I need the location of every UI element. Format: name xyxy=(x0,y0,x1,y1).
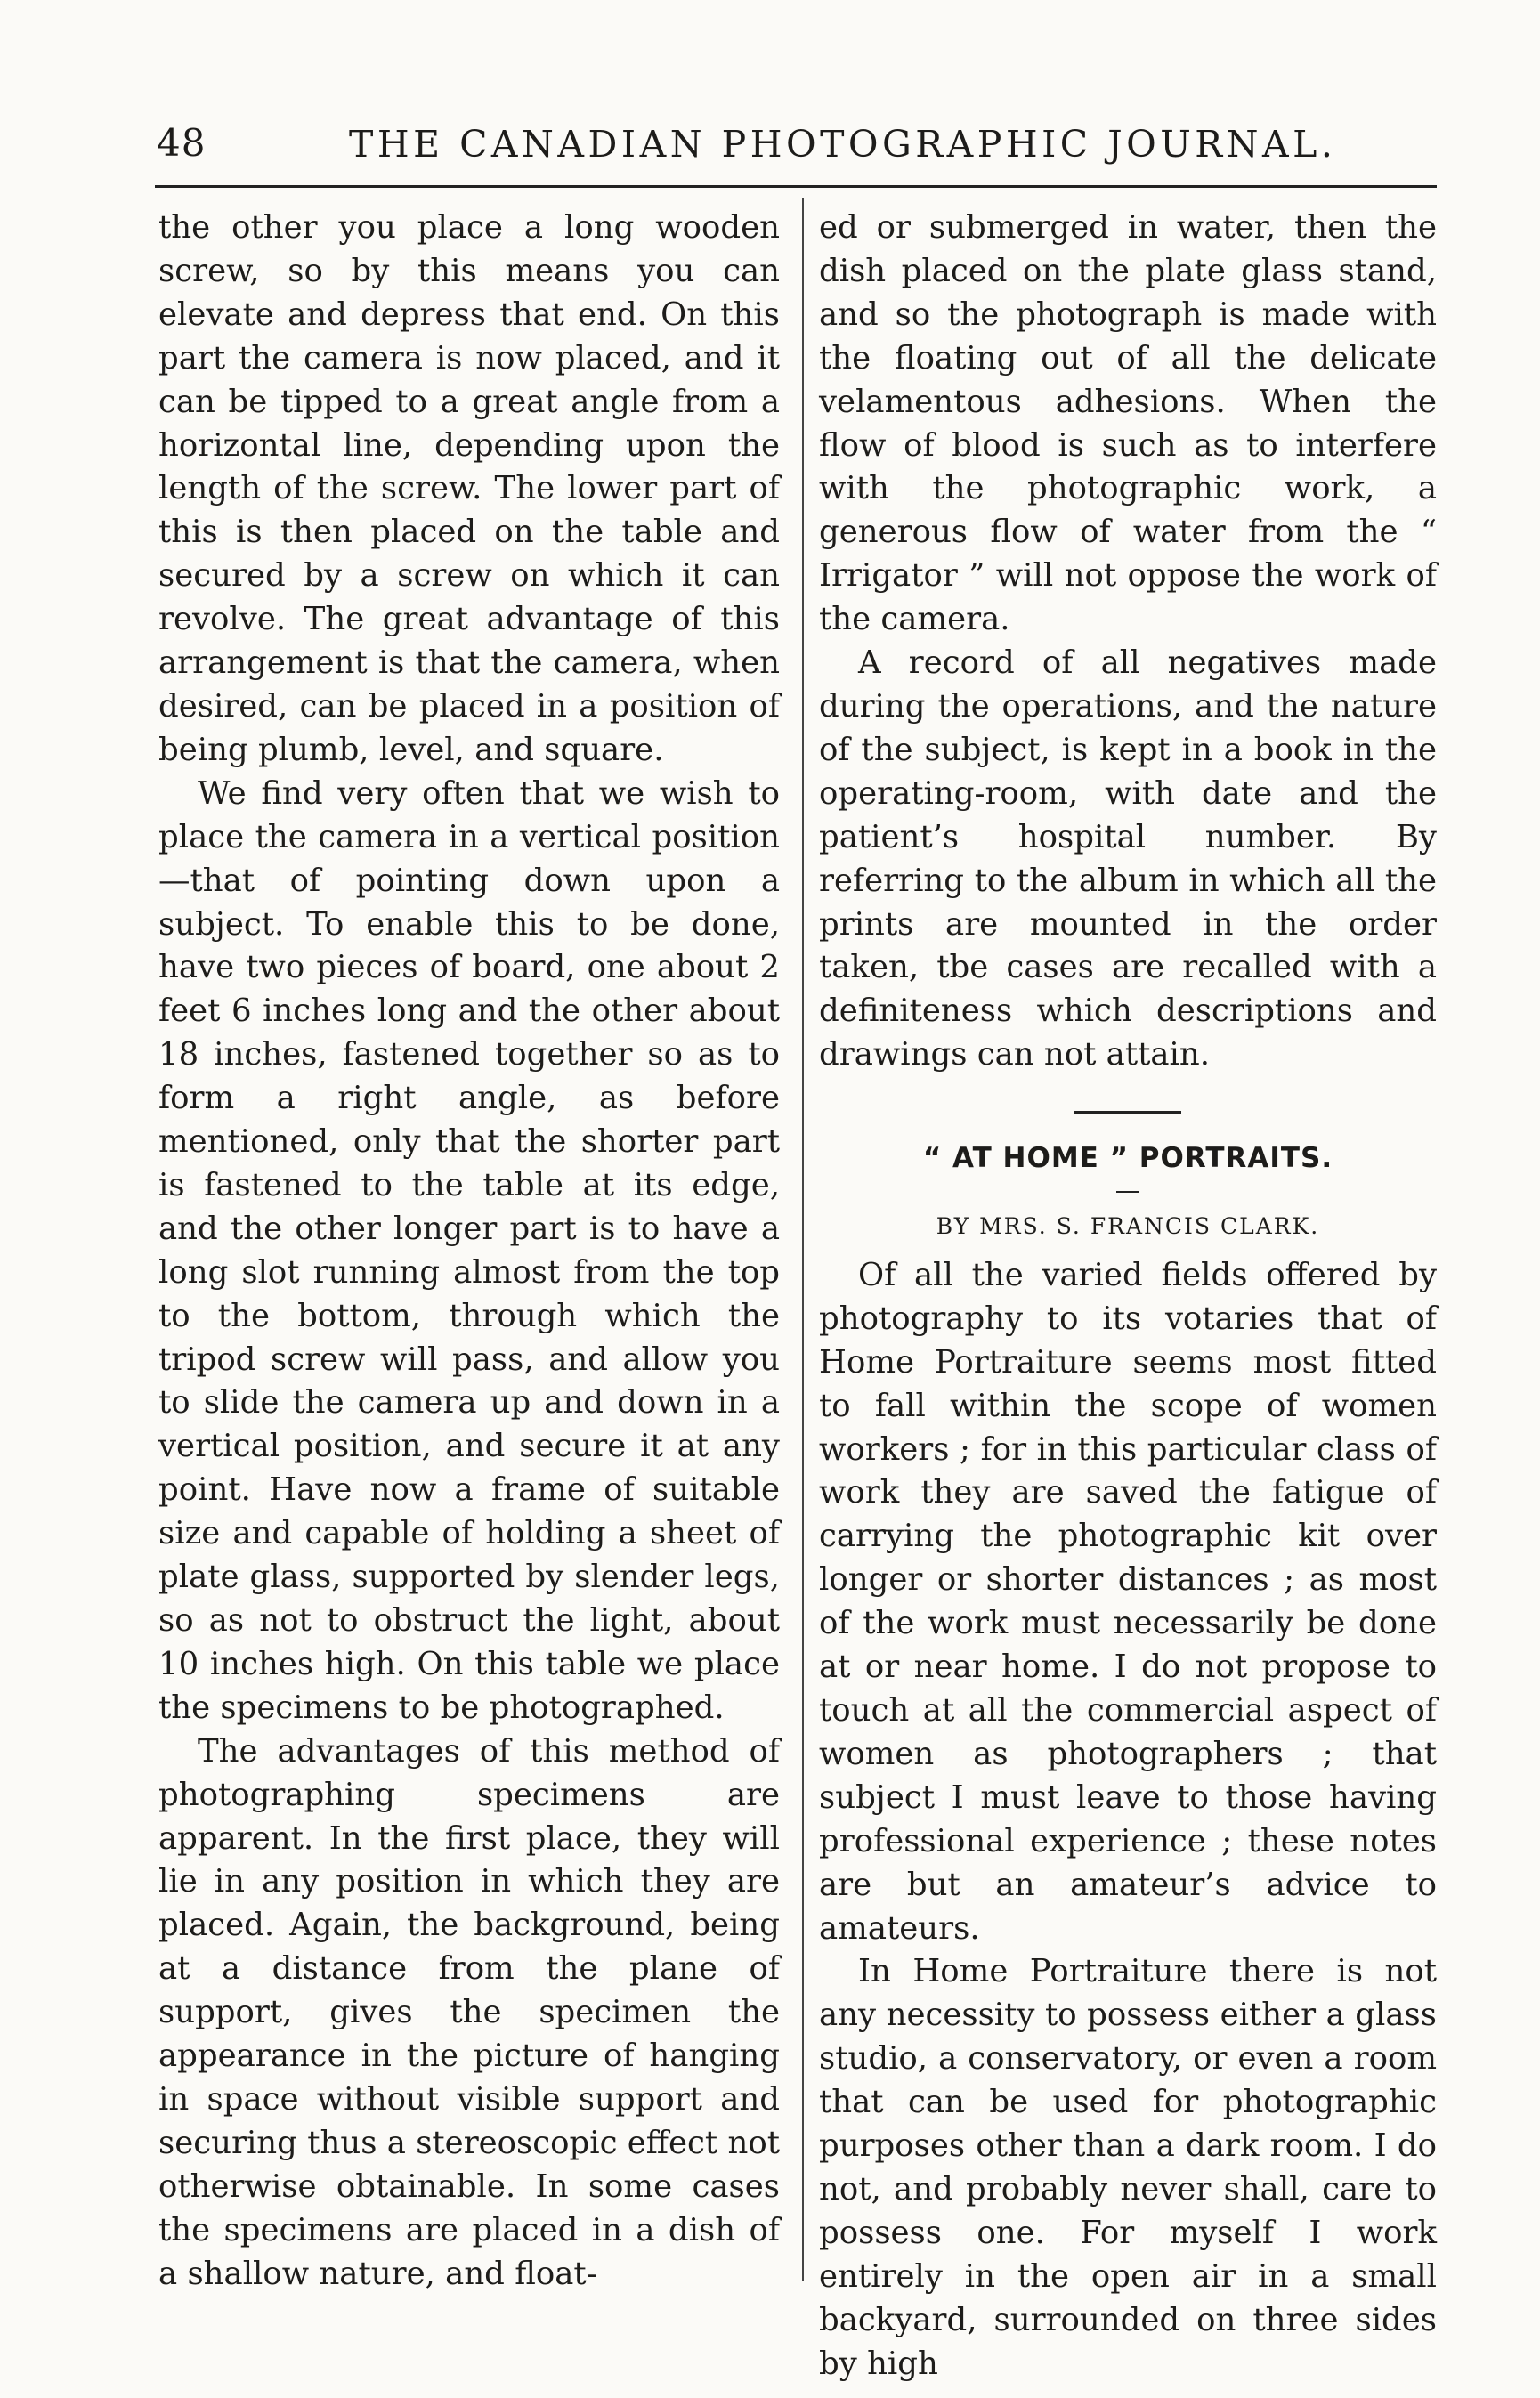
header-rule xyxy=(155,185,1437,188)
title-rule xyxy=(1116,1191,1139,1193)
right-paragraph-4: In Home Portraiture there is not any necessity to possess either a glass studio, a conservatory, or even a room that can be used for photographic purposes other than a dark room. I do not, and probably never shall, care to possess one. For myself I work entirely in the open air in a small backyard, surrounded on three sides by high xyxy=(819,1953,1437,2382)
right-paragraph-2: A record of all negatives made during the operations, and the nature of the subject, is kept in a book in the operating-room, with date and the patient’s hospital number. By referring to the album in which all the prints are mounted in the order taken, tbe cases are recalled with a definiteness which descriptions and drawings can not attain. xyxy=(819,644,1437,1073)
right-paragraph-1: ed or submerged in water, then the dish placed on the plate glass stand, and so the photograph is made with the floating out of all the delicate velamentous adhesions. When the flow of blood is such as to interfere with the photographic work, a generous flow of water from the “ Irrigator ” will not oppose the work of the camera. xyxy=(819,209,1437,638)
running-head: THE CANADIAN PHOTOGRAPHIC JOURNAL. xyxy=(349,123,1337,166)
left-paragraph-2: We find very often that we wish to place the camera in a vertical position —that of pointing down upon a subject. To enable this to be done, have two pieces of board, one about 2 feet 6 inches long and the other about 18 inches, fastened together so as to form a right angle, as before mentioned, only that the shorter part is fastened to the table at its edge, and the other longer part is to have a long slot running almost from the top to the bottom, through which the tripod screw will pass, and allow you to slide the camera up and down in a vertical position, and secure it at any point. Have now a frame of suitable size and capable of holding a sheet of plate glass, supported by slender legs, so as not to obstruct the light, about 10 inches high. On this table we place the specimens to be photographed. xyxy=(158,774,780,1726)
left-column xyxy=(158,207,780,2297)
right-paragraph-3: Of all the varied fields offered by photography to its votaries that of Home Portraiture seems most fitted to fall within the scope of women workers ; for in this particular class of work they are saved the fatigue of carrying the photographic kit over longer or shorter distances ; as most of the work must necessarily be done at or near home. I do not propose to touch at all the commercial aspect of women as photographers ; that subject I must leave to those having professional experience ; these notes are but an amateur’s advice to amateurs. xyxy=(819,1256,1437,1947)
right-column xyxy=(819,207,1437,2386)
left-paragraph-1: the other you place a long wooden screw, so by this means you can elevate and depress that end. On this part the camera is now placed, and it can be tipped to a great angle from a horizontal line, depending upon the length of the screw. The lower part of this is then placed on the table and secured by a screw on which it can revolve. The great advantage of this arrangement is that the camera, when desired, can be placed in a position of being plumb, level, and square. xyxy=(158,209,780,768)
page-header xyxy=(155,114,1437,176)
article-title: “ AT HOME ” PORTRAITS. xyxy=(922,1142,1333,1175)
column-divider xyxy=(802,198,804,2281)
section-rule xyxy=(1074,1111,1181,1114)
page-number: 48 xyxy=(157,121,207,165)
left-paragraph-3: The advantages of this method of photographing specimens are apparent. In the first place, they will lie in any position in which they are placed. Again, the background, being at a distance from the plane of support, gives the specimen the appearance in the picture of hanging in space without visible support and securing thus a stereoscopic effect not otherwise obtainable. In some cases the specimens are placed in a dish of a shallow nature, and float- xyxy=(158,1732,780,2292)
article-byline: BY MRS. S. FRANCIS CLARK. xyxy=(936,1213,1320,1240)
